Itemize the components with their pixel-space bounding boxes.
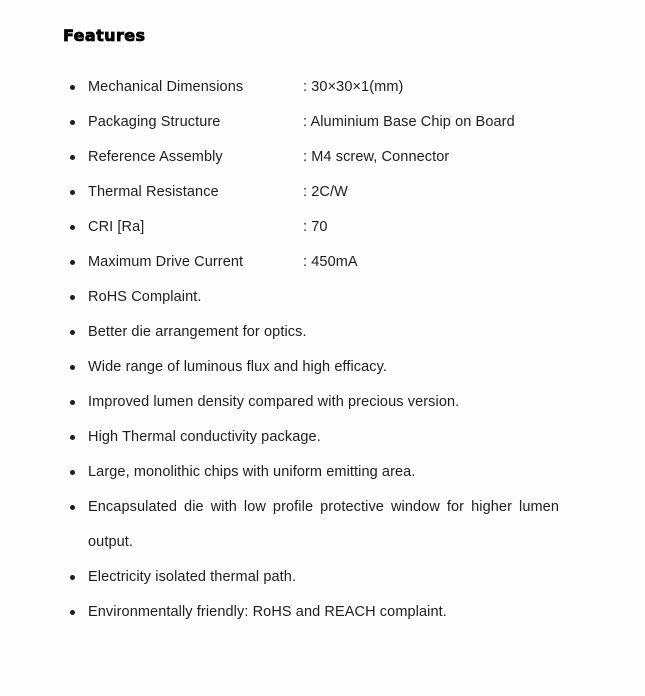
- features-page: [0, 28, 645, 696]
- bullet-icon: [70, 260, 75, 265]
- spec-item-packaging-structure: [0, 105, 645, 140]
- spec-item-cri: [0, 210, 645, 245]
- feature-text: High Thermal conductivity package.: [88, 429, 321, 445]
- spec-label: Thermal Resistance: [88, 184, 219, 200]
- spec-value: : Aluminium Base Chip on Board: [303, 114, 515, 130]
- feature-text: Environmentally friendly: RoHS and REACH complaint.: [88, 604, 447, 620]
- bullet-icon: [70, 470, 75, 475]
- feature-text: Wide range of luminous flux and high efficacy.: [88, 359, 388, 375]
- feature-item-environmentally-friendly: [0, 595, 645, 630]
- spec-label: Mechanical Dimensions: [88, 79, 244, 95]
- feature-text: Better die arrangement for optics.: [88, 324, 307, 340]
- spec-label: Packaging Structure: [88, 114, 221, 130]
- spec-value: : 30×30×1(mm): [303, 79, 404, 95]
- bullet-icon: [70, 400, 75, 405]
- feature-text: Large, monolithic chips with uniform emitting area.: [88, 464, 416, 480]
- bullet-icon: [70, 575, 75, 580]
- feature-item-luminous-flux: [0, 350, 645, 385]
- spec-item-thermal-resistance: [0, 175, 645, 210]
- feature-item-encapsulated-die: [0, 490, 645, 560]
- spec-value: : 70: [303, 219, 328, 235]
- feature-text: Encapsulated die with low profile protective window for higher lumen output.: [88, 499, 559, 550]
- bullet-icon: [70, 225, 75, 230]
- features-list: [0, 70, 645, 630]
- page-title: Features: [63, 26, 146, 45]
- spec-value: : 450mA: [303, 254, 358, 270]
- spec-value: : 2C/W: [303, 184, 348, 200]
- feature-item-die-arrangement: [0, 315, 645, 350]
- spec-label: CRI [Ra]: [88, 219, 145, 235]
- feature-item-rohs: [0, 280, 645, 315]
- feature-text: Improved lumen density compared with precious version.: [88, 394, 460, 410]
- bullet-icon: [70, 190, 75, 195]
- spec-label: Reference Assembly: [88, 149, 223, 165]
- feature-item-thermal-conductivity: [0, 420, 645, 455]
- feature-item-isolated-thermal-path: [0, 560, 645, 595]
- feature-item-monolithic-chips: [0, 455, 645, 490]
- bullet-icon: [70, 435, 75, 440]
- bullet-icon: [70, 120, 75, 125]
- feature-item-lumen-density: [0, 385, 645, 420]
- bullet-icon: [70, 610, 75, 615]
- spec-item-reference-assembly: [0, 140, 645, 175]
- bullet-icon: [70, 155, 75, 160]
- bullet-icon: [70, 505, 75, 510]
- bullet-icon: [70, 330, 75, 335]
- spec-item-mechanical-dimensions: [0, 70, 645, 105]
- spec-value: : M4 screw, Connector: [303, 149, 450, 165]
- spec-label: Maximum Drive Current: [88, 254, 244, 270]
- bullet-icon: [70, 295, 75, 300]
- bullet-icon: [70, 365, 75, 370]
- bullet-icon: [70, 85, 75, 90]
- spec-item-max-drive-current: [0, 245, 645, 280]
- feature-text: Electricity isolated thermal path.: [88, 569, 297, 585]
- feature-text: RoHS Complaint.: [88, 289, 202, 305]
